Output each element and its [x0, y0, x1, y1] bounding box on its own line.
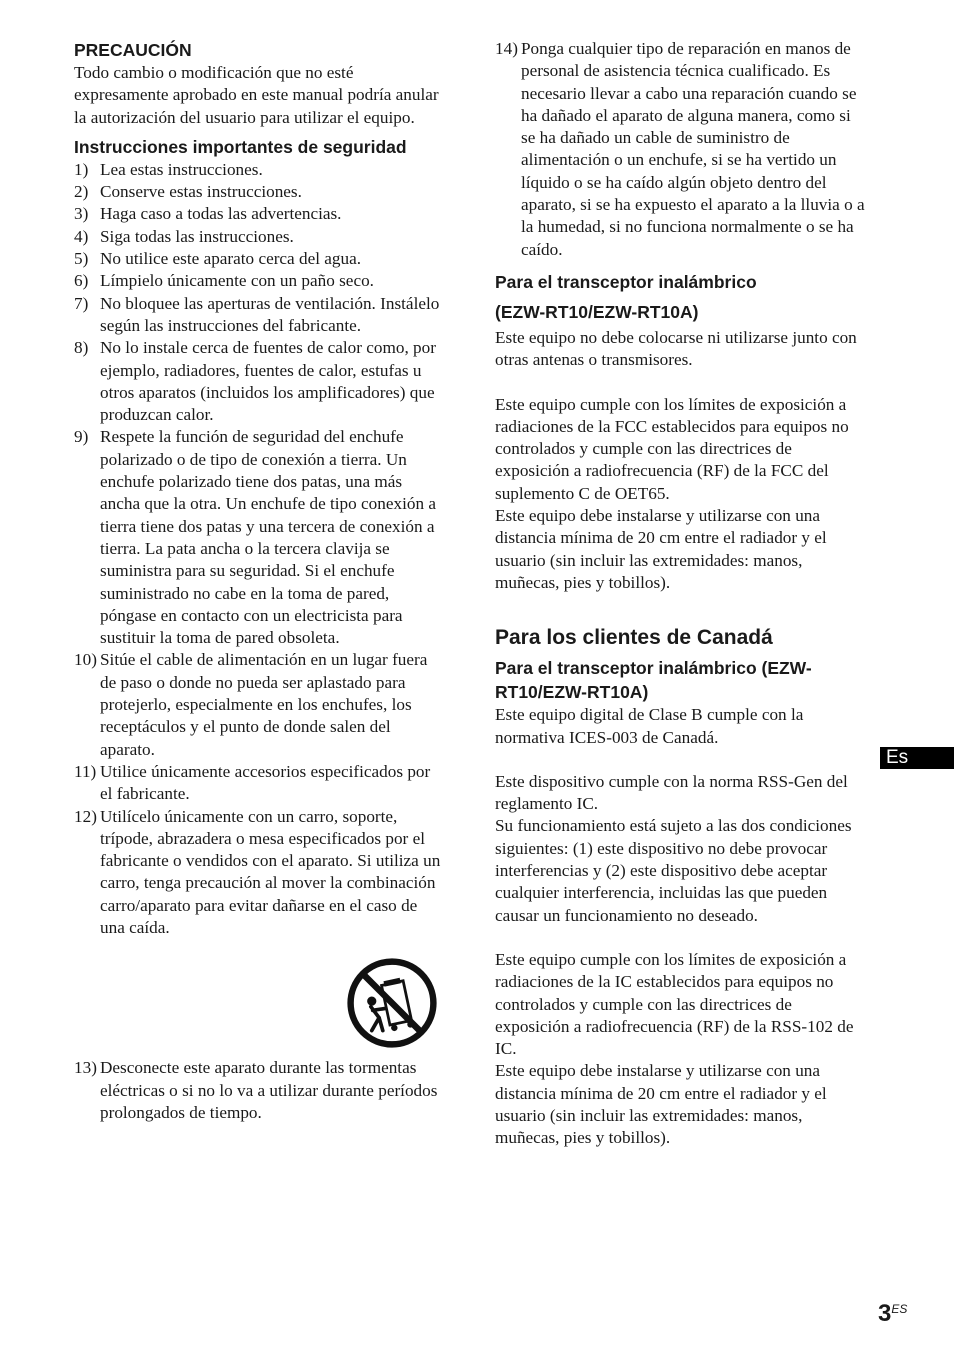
list-item: 4) Siga todas las instrucciones.	[74, 226, 294, 246]
list-item: 2) Conserve estas instrucciones.	[74, 182, 302, 202]
list-item: 10) Sitúe el cable de alimentación en un lugar fuera de paso o donde no pueda ser aplastado para protejerlo, especialmente en los enchufes, los receptáculos y el punto de donde salen del aparato.	[74, 650, 428, 759]
list-item: 13) Desconecte este aparato durante las tormentas eléctricas o si no lo va a utilizar durante períodos prolongados de tiempo.	[74, 1058, 438, 1122]
list-item: 1) Lea estas instrucciones.	[74, 159, 263, 179]
transceiver-heading-line1: Para el transceptor inalámbrico	[495, 271, 757, 292]
list-item: 8) No lo instale cerca de fuentes de calor como, por ejemplo, radiadores, fuentes de calor, estufas u otros aparatos (incluidos los amplificadores) que produzcan calor.	[74, 338, 436, 425]
safety-instructions-list-right	[495, 38, 867, 261]
us-paragraph-2: Este equipo cumple con los límites de exposición a radiaciones de la FCC establecidos para equipos no controlados y cumple con las directrices de exposición a radiofrecuencia (RF) de la FCC del suplemento C de OET65.	[495, 394, 849, 503]
transceiver-heading	[495, 267, 867, 327]
cart-tip-over-warning-icon	[346, 957, 438, 1049]
canada-paragraph-2: Este dispositivo cumple con la norma RSS-Gen del reglamento IC.	[495, 771, 848, 814]
list-item: 11) Utilice únicamente accesorios especificados por el fabricante.	[74, 761, 431, 804]
list-item: 14) Ponga cualquier tipo de reparación en manos de personal de asistencia técnica cualificado. Es necesario llevar a cabo una reparación cuando se ha dañado el aparato de alguna manera, como si se ha dañado un cable de suministro de alimentación o un enchufe, si se ha vertido un líquido o se ha caído algún objeto dentro del aparato, si se ha expuesto el aparato a la lluvia o a la humedad, si no funciona normalmente o se ha caído.	[495, 39, 865, 259]
us-paragraph-3: Este equipo debe instalarse y utilizarse con una distancia mínima de 20 cm entre el radiador y el usuario (sin incluir las extremidades: manos, muñecas, pies y tobillos).	[495, 506, 827, 592]
canada-paragraph-4: Este equipo cumple con los límites de exposición a radiaciones de la IC establecidos para equipos no controlados y cumple con las directrices de exposición a radiofrecuencia (RF) de la RSS-102 de IC.	[495, 949, 854, 1059]
page-number	[878, 1300, 907, 1328]
list-item: 3) Haga caso a todas las advertencias.	[74, 204, 342, 224]
page-number-value: 3	[878, 1300, 892, 1327]
cart-warning-figure	[74, 957, 438, 1049]
us-paragraph-1: Este equipo no debe colocarse ni utilizarse junto con otras antenas o transmisores.	[495, 327, 857, 370]
canada-paragraph-5: Este equipo debe instalarse y utilizarse con una distancia mínima de 20 cm entre el radiador y el usuario (sin incluir las extremidades: manos, muñecas, pies y tobillos).	[495, 1061, 827, 1148]
list-item: 5) No utilice este aparato cerca del agua.	[74, 249, 362, 269]
precaution-heading: PRECAUCIÓN	[74, 40, 192, 60]
canada-heading: Para los clientes de Canadá	[495, 626, 773, 650]
precaution-text: Todo cambio o modificación que no esté expresamente aprobado en este manual podría anular la autorización del usuario para utilizar el equipo.	[74, 63, 439, 127]
safety-heading: Instrucciones importantes de seguridad	[74, 136, 407, 157]
list-item: 6) Límpielo únicamente con un paño seco.	[74, 271, 374, 291]
canada-sub-heading: Para el transceptor inalámbrico (EZW-RT10/EZW-RT10A)	[495, 658, 812, 703]
list-item: 9) Respete la función de seguridad del enchufe polarizado o de tipo de conexión a tierra. Un enchufe polarizado tiene dos patas, una más ancha que la otra. Un enchufe de tipo conexión a tierra tiene dos patas y una tercera de conexión a tierra. La pata ancha o la tercera clavija se suministra para su seguridad. Si el enchufe suministrado no cabe en la toma de pared, póngase en contacto con un electricista para sustituir la toma de pared obsoleta.	[74, 427, 436, 648]
list-item: 12) Utilícelo únicamente con un carro, soporte, trípode, abrazadera o mesa especificados por el fabricante o vendidos con el aparato. Si utiliza un carro, tenga precaución al mover la combinación carro/aparato para evitar dañarse en el caso de una caída.	[74, 806, 441, 937]
canada-paragraph-3: Su funcionamiento está sujeto a las dos condiciones siguientes: (1) este dispositivo no debe provocar interferencias y (2) este dispositivo debe aceptar cualquier interferencia, incluidas las que pueden causar un funcionamiento no deseado.	[495, 816, 852, 925]
language-tab: Es	[880, 747, 954, 769]
canada-paragraph-1: Este equipo digital de Clase B cumple con la normativa ICES-003 de Canadá.	[495, 705, 804, 747]
right-column	[495, 38, 867, 1150]
safety-instructions-list-continued	[74, 1057, 446, 1124]
transceiver-heading-line2: (EZW-RT10/EZW-RT10A)	[495, 301, 699, 322]
list-item: 7) No bloquee las aperturas de ventilación. Instálelo según las instrucciones del fabricante.	[74, 293, 440, 335]
page-number-suffix: ES	[891, 1302, 908, 1316]
safety-instructions-list	[74, 159, 446, 939]
left-column	[74, 38, 446, 1124]
